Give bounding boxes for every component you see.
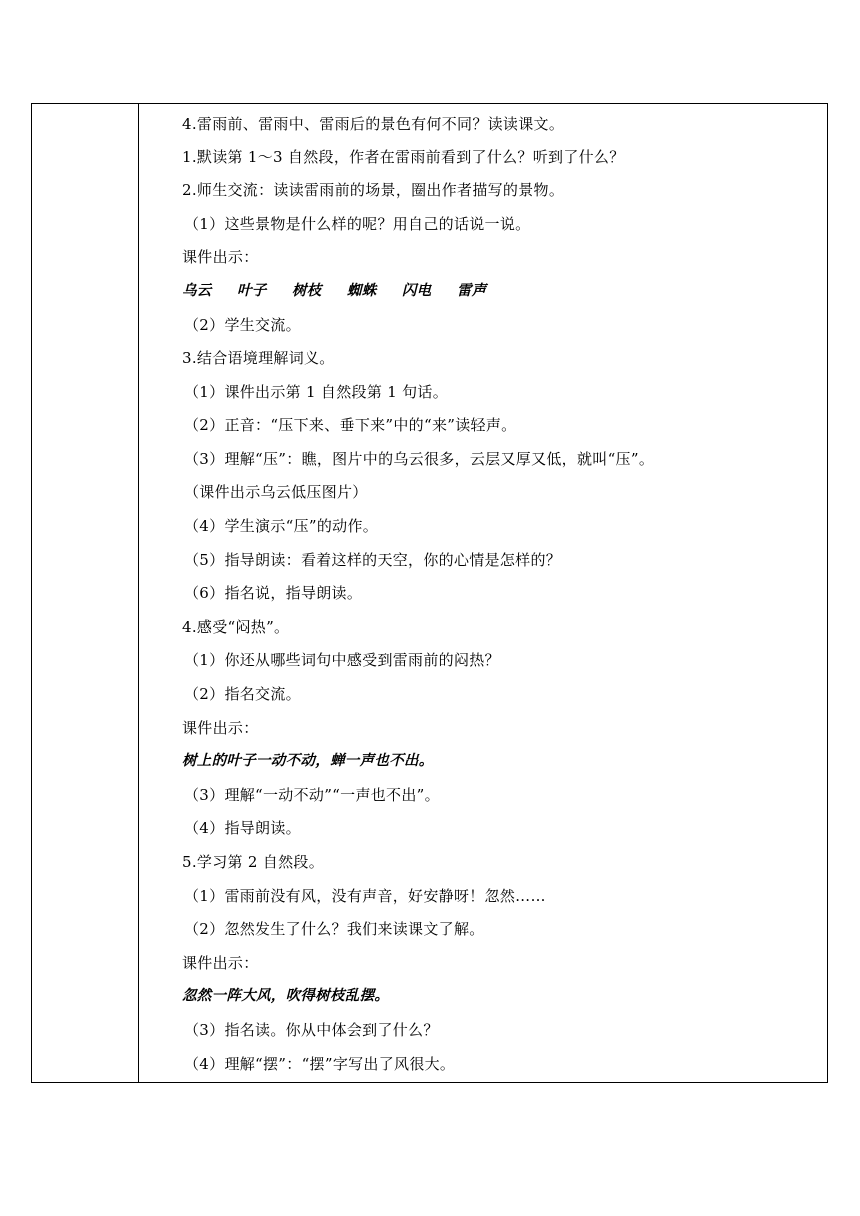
courseware-label: 课件出示：	[182, 954, 259, 972]
scenery-word: 叶子	[236, 283, 267, 299]
sub-item: （1）雷雨前没有风，没有声音，好安静呀！忽然……	[184, 887, 546, 905]
table-content-column	[139, 104, 827, 1082]
sub-item: （4）理解“摆”：“摆”字写出了风很大。	[184, 1055, 456, 1073]
scenery-word-list	[182, 281, 506, 301]
sub-item: （3）指名读。你从中体会到了什么？	[184, 1021, 439, 1039]
scenery-word: 乌云	[182, 283, 212, 299]
scenery-word: 蜘蛛	[346, 283, 377, 299]
courseware-label: 课件出示：	[182, 719, 259, 737]
sub-item: （6）指名说，指导朗读。	[184, 584, 363, 602]
scenery-word: 树枝	[291, 283, 322, 299]
example-sentence: 忽然一阵大风，吹得树枝乱摆。	[182, 988, 390, 1004]
sub-item: （1）这些景物是什么样的呢？用自己的话说一说。	[184, 215, 531, 233]
sub-item: （2）忽然发生了什么？我们来读课文了解。	[184, 920, 485, 938]
scenery-word: 闪电	[401, 283, 432, 299]
sub-item: （课件出示乌云低压图片）	[184, 483, 368, 501]
sub-item: （1）你还从哪些词句中感受到雷雨前的闷热？	[184, 651, 500, 669]
sub-item: （1）课件出示第 1 自然段第 1 句话。	[184, 383, 449, 401]
sub-item: （2）指名交流。	[184, 685, 301, 703]
sub-item: （2）学生交流。	[184, 316, 301, 334]
sub-item: （5）指导朗读：看着这样的天空，你的心情是怎样的？	[184, 551, 562, 569]
courseware-label: 课件出示：	[182, 248, 259, 266]
scenery-word: 雷声	[456, 283, 487, 299]
sub-item: （4）指导朗读。	[184, 819, 301, 837]
step-item: 1.默读第 1～3 自然段，作者在雷雨前看到了什么？听到了什么？	[182, 148, 625, 166]
lesson-plan-table	[31, 103, 828, 1083]
sub-item: （3）理解“一动不动”“一声也不出”。	[184, 786, 440, 804]
table-left-column	[32, 104, 139, 1082]
step-item: 3.结合语境理解词义。	[182, 349, 335, 367]
step-heading: 4.雷雨前、雷雨中、雷雨后的景色有何不同？读读课文。	[182, 115, 565, 133]
example-sentence: 树上的叶子一动不动，蝉一声也不出。	[182, 753, 434, 769]
step-item: 4.感受“闷热”。	[182, 618, 290, 636]
sub-item: （4）学生演示“压”的动作。	[184, 517, 379, 535]
step-item: 5.学习第 2 自然段。	[182, 853, 324, 871]
sub-item: （2）正音：“压下来、垂下来”中的“来”读轻声。	[184, 416, 517, 434]
sub-item: （3）理解“压”：瞧，图片中的乌云很多，云层又厚又低，就叫“压”。	[184, 450, 655, 468]
step-item: 2.师生交流：读读雷雨前的场景，圈出作者描写的景物。	[182, 181, 565, 199]
